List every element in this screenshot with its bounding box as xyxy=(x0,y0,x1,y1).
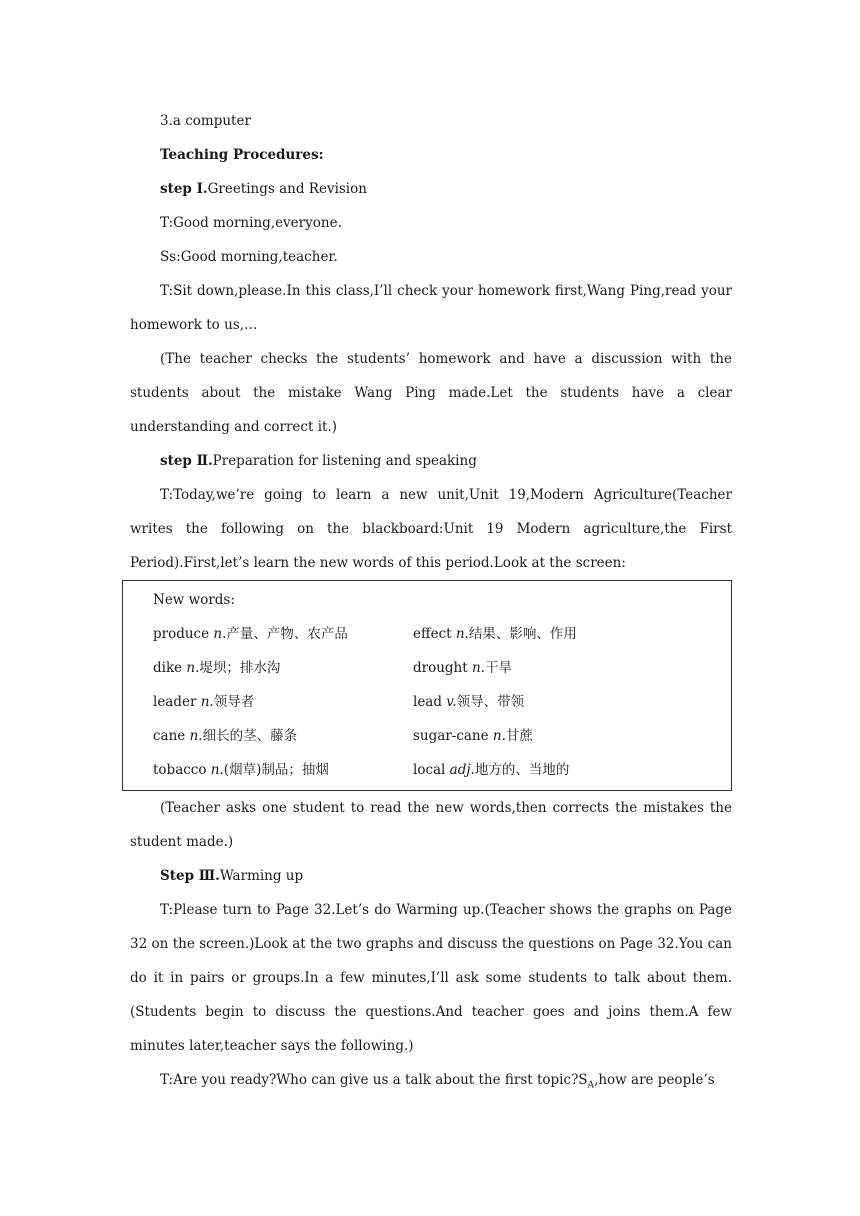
document-page xyxy=(130,104,732,1103)
step-3-label: Step Ⅲ. xyxy=(160,868,220,884)
teacher-note: (The teacher checks the students’ homework and have a discussion with the students about the mistake Wang Ping made.Let the students have a clear understanding and correct it.) xyxy=(130,351,732,435)
word-entry-left xyxy=(123,719,413,753)
definition: 产量、产物、农产品 xyxy=(226,626,348,642)
word-entry-left xyxy=(123,651,413,685)
definition: (烟草)制品；抽烟 xyxy=(223,762,329,778)
word: lead xyxy=(413,694,447,710)
word: tobacco xyxy=(153,762,211,778)
dialogue-text: ,how are people’s xyxy=(594,1072,715,1088)
part-of-speech: adj. xyxy=(449,762,475,778)
student-subscript: A xyxy=(587,1080,595,1091)
word-row xyxy=(123,685,731,719)
word: leader xyxy=(153,694,201,710)
new-words-heading: New words: xyxy=(153,592,235,608)
word-row xyxy=(123,719,731,753)
part-of-speech: n. xyxy=(210,762,224,778)
definition: 地方的、当地的 xyxy=(474,762,570,778)
new-words-box xyxy=(122,580,732,791)
teacher-note: (Teacher asks one student to read the new words,then corrects the mistakes the student made.) xyxy=(130,800,732,850)
step-2-title: Preparation for listening and speaking xyxy=(212,453,477,469)
part-of-speech: n. xyxy=(213,626,227,642)
dialogue-line: T:Sit down,please.In this class,I’ll check your homework first,Wang Ping,read your homework to us,… xyxy=(130,283,732,333)
word: local xyxy=(413,762,450,778)
step-2-label: step Ⅱ. xyxy=(160,453,213,469)
definition: 领导者 xyxy=(213,694,255,710)
word: cane xyxy=(153,728,190,744)
part-of-speech: n. xyxy=(471,660,485,676)
part-of-speech: v. xyxy=(446,694,457,710)
dialogue-line: T:Please turn to Page 32.Let’s do Warming up.(Teacher shows the graphs on Page 32 on the screen.)Look at the two graphs and discuss the questions on Page 32.You can do it in pairs or groups.In a few minutes,I’ll ask some students to talk about them.(Students begin to discuss the questions.And teacher goes and joins them.A few minutes later,teacher says the following.) xyxy=(130,902,732,1054)
word-entry-left xyxy=(123,617,413,651)
part-of-speech: n. xyxy=(492,728,506,744)
word-entry-right xyxy=(413,753,703,787)
part-of-speech: n. xyxy=(455,626,469,642)
definition: 堤坝；排水沟 xyxy=(199,660,281,676)
word: produce xyxy=(153,626,214,642)
step-1-title: Greetings and Revision xyxy=(207,181,367,197)
part-of-speech: n. xyxy=(189,728,203,744)
dialogue-line xyxy=(130,1063,732,1103)
dialogue-line: Ss:Good morning,teacher. xyxy=(160,249,338,265)
word: sugar-cane xyxy=(413,728,493,744)
step-3-title: Warming up xyxy=(219,868,304,884)
dialogue-line: T:Good morning,everyone. xyxy=(160,215,342,231)
word: effect xyxy=(413,626,456,642)
definition: 干旱 xyxy=(484,660,512,676)
dialogue-text: T:Are you ready?Who can give us a talk about the first topic?S xyxy=(160,1072,588,1088)
word-entry-right xyxy=(413,685,703,719)
word-row xyxy=(123,651,731,685)
step-1-heading xyxy=(130,172,732,206)
word-entry-left xyxy=(123,753,413,787)
definition: 结果、影响、作用 xyxy=(468,626,577,642)
definition: 领导、带领 xyxy=(456,694,525,710)
word-entry-right xyxy=(413,617,703,651)
word-row xyxy=(123,617,731,651)
dialogue-line: T:Today,we’re going to learn a new unit,Unit 19,Modern Agriculture(Teacher writes the following on the blackboard:Unit 19 Modern agriculture,the First Period).First,let’s learn the new words of this period.Look at the screen: xyxy=(130,487,732,571)
definition: 细长的茎、藤条 xyxy=(202,728,298,744)
word: drought xyxy=(413,660,472,676)
part-of-speech: n. xyxy=(186,660,200,676)
word-row xyxy=(123,753,731,787)
step-3-heading xyxy=(130,859,732,893)
step-1-label: step Ⅰ. xyxy=(160,181,208,197)
word-entry-right xyxy=(413,719,703,753)
step-2-heading xyxy=(130,444,732,478)
new-words-list xyxy=(123,617,731,787)
definition: 甘蔗 xyxy=(505,728,533,744)
part-of-speech: n. xyxy=(200,694,214,710)
word: dike xyxy=(153,660,187,676)
procedures-heading: Teaching Procedures: xyxy=(160,147,324,163)
materials-item-3: 3.a computer xyxy=(160,113,251,129)
word-entry-right xyxy=(413,651,703,685)
word-entry-left xyxy=(123,685,413,719)
